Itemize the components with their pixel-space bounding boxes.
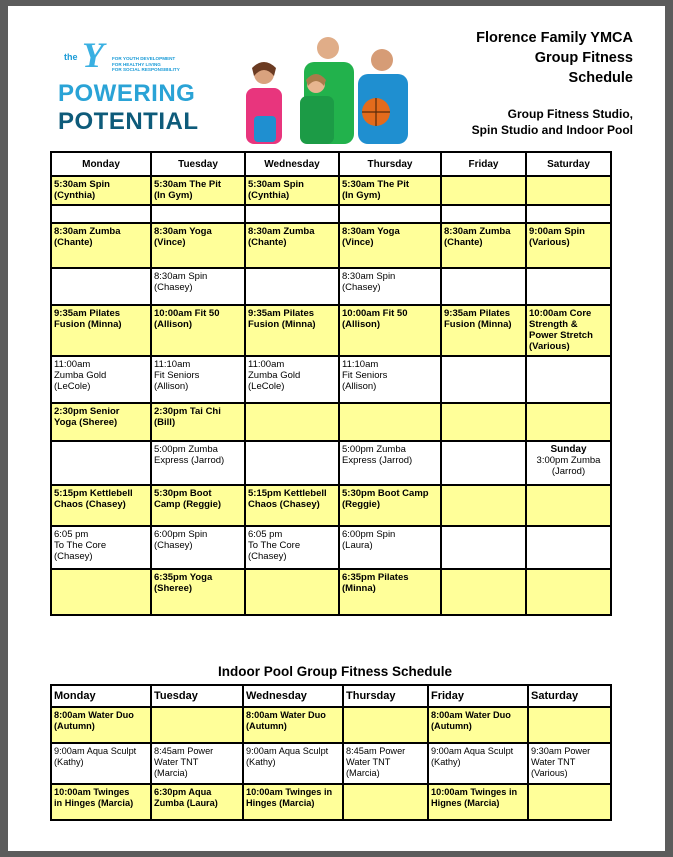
pool-class-cell (343, 707, 428, 743)
gym-class-text: 5:30am The Pit (In Gym) (342, 179, 410, 201)
gym-class-text: 10:00am Core Strength & Power Stretch (Various) (529, 308, 593, 352)
gym-class-cell (51, 205, 151, 223)
gym-class-text: 10:00am Fit 50 (Allison) (342, 308, 408, 330)
powering-text: POWERING (58, 80, 196, 107)
pool-class-cell (343, 743, 428, 784)
pool-class-text: 10:00am Twinges in Hignes (Marcia) (431, 787, 518, 808)
gym-class-text: 5:00pm Zumba Express (Jarrod) (342, 444, 413, 466)
gym-class-cell (339, 223, 441, 268)
gym-class-cell (51, 569, 151, 615)
ymca-logo (56, 32, 236, 142)
pool-day-header: Tuesday (151, 685, 243, 707)
gym-class-cell (51, 305, 151, 356)
pool-class-text: 8:45am Power Water TNT (Marcia) (154, 746, 214, 778)
gym-class-cell (526, 526, 611, 569)
pool-class-text: 9:30am Power Water TNT (Various) (531, 746, 591, 778)
pool-class-cell (51, 784, 151, 820)
gym-class-cell (441, 268, 526, 305)
gym-class-text: 5:15pm Kettlebell Chaos (Chasey) (248, 488, 327, 510)
gym-class-cell (245, 403, 339, 441)
pool-class-text: 8:00am Water Duo (Autumn) (54, 710, 134, 731)
gym-table-row (51, 176, 611, 205)
gym-header-row (51, 152, 611, 176)
gym-day-header: Friday (441, 152, 526, 176)
gym-class-text: 8:30am Zumba (Chante) (444, 226, 511, 248)
gym-class-cell (441, 485, 526, 526)
gym-class-cell (526, 205, 611, 223)
gym-class-text: 8:30am Yoga (Vince) (342, 226, 400, 248)
gym-class-cell (151, 268, 245, 305)
gym-class-text: 6:00pm Spin (Laura) (342, 529, 396, 551)
gym-class-cell (526, 176, 611, 205)
gym-class-text: 5:30am Spin (Cynthia) (54, 179, 110, 201)
gym-class-cell (339, 485, 441, 526)
gym-class-cell (245, 441, 339, 485)
gym-class-text: 8:30am Yoga (Vince) (154, 226, 212, 248)
gym-table-row (51, 305, 611, 356)
gym-class-text: 5:15pm Kettlebell Chaos (Chasey) (54, 488, 133, 510)
gym-class-text: 10:00am Fit 50 (Allison) (154, 308, 220, 330)
pool-class-cell (151, 784, 243, 820)
gym-day-header: Saturday (526, 152, 611, 176)
gym-class-cell (526, 441, 611, 485)
pool-class-text: 8:00am Water Duo (Autumn) (246, 710, 326, 731)
gym-class-cell (151, 403, 245, 441)
gym-class-cell (245, 485, 339, 526)
gym-class-text: 2:30pm Senior Yoga (Sheree) (54, 406, 120, 428)
gym-schedule-table (50, 151, 612, 616)
gym-class-cell (151, 526, 245, 569)
pool-day-header: Monday (51, 685, 151, 707)
gym-table-row (51, 485, 611, 526)
gym-class-text: 9:35am Pilates Fusion (Minna) (248, 308, 316, 330)
pool-class-cell (428, 784, 528, 820)
gym-class-cell (51, 485, 151, 526)
gym-class-cell (526, 268, 611, 305)
gym-class-cell (339, 526, 441, 569)
gym-class-text: 6:35pm Yoga (Sheree) (154, 572, 213, 594)
gym-day-header: Tuesday (151, 152, 245, 176)
gym-class-text: 5:30am Spin (Cynthia) (248, 179, 304, 201)
gym-table-row (51, 441, 611, 485)
pool-class-cell (528, 784, 611, 820)
pool-day-header: Thursday (343, 685, 428, 707)
gym-day-header: Thursday (339, 152, 441, 176)
gym-class-cell (245, 526, 339, 569)
gym-class-cell (441, 569, 526, 615)
pool-class-text: 8:00am Water Duo (Autumn) (431, 710, 511, 731)
logo-the-text: the (64, 52, 78, 62)
potential-text: POTENTIAL (58, 108, 199, 135)
gym-class-cell (339, 205, 441, 223)
gym-class-cell (245, 305, 339, 356)
pool-class-cell (51, 707, 151, 743)
gym-class-cell (151, 569, 245, 615)
pool-class-cell (343, 784, 428, 820)
gym-class-cell (51, 268, 151, 305)
gym-class-cell (526, 569, 611, 615)
pool-table-row (51, 784, 611, 820)
gym-class-text: 8:30am Spin (Chasey) (342, 271, 396, 293)
gym-class-cell (51, 526, 151, 569)
pool-class-cell (151, 707, 243, 743)
family-photo (230, 28, 420, 144)
pool-table-row (51, 707, 611, 743)
gym-class-text: 11:10am Fit Seniors (Allison) (154, 359, 200, 392)
gym-class-cell (339, 569, 441, 615)
pool-class-text: 9:00am Aqua Sculpt (Kathy) (54, 746, 137, 767)
pool-class-text: 8:45am Power Water TNT (Marcia) (346, 746, 406, 778)
gym-class-text: 5:30pm Boot Camp (Reggie) (154, 488, 222, 510)
gym-class-cell (151, 441, 245, 485)
gym-class-text: 9:35am Pilates Fusion (Minna) (54, 308, 122, 330)
pool-day-header: Saturday (528, 685, 611, 707)
gym-class-text: 5:30pm Boot Camp (Reggie) (342, 488, 429, 510)
gym-class-cell (441, 176, 526, 205)
pool-class-text: 6:30pm Aqua Zumba (Laura) (154, 787, 218, 808)
gym-class-cell (151, 356, 245, 403)
gym-class-text: 3:00pm Zumba (Jarrod) (536, 455, 601, 477)
gym-class-cell (526, 403, 611, 441)
gym-class-cell (151, 223, 245, 268)
pool-class-cell (243, 784, 343, 820)
gym-table-row (51, 356, 611, 403)
gym-class-text: 9:35am Pilates Fusion (Minna) (444, 308, 512, 330)
gym-class-cell (151, 176, 245, 205)
gym-class-text: 11:00am Zumba Gold (LeCole) (54, 359, 107, 392)
pool-class-cell (528, 707, 611, 743)
gym-class-cell (245, 268, 339, 305)
gym-class-cell (151, 485, 245, 526)
pool-day-header: Wednesday (243, 685, 343, 707)
gym-class-cell (441, 356, 526, 403)
gym-class-cell (526, 223, 611, 268)
pool-schedule-table (50, 684, 612, 821)
gym-class-text: 6:05 pm To The Core (Chasey) (54, 529, 107, 562)
page-title: Florence Family YMCA Group Fitness Schedule (476, 30, 633, 86)
gym-class-text: 5:00pm Zumba Express (Jarrod) (154, 444, 225, 466)
gym-class-cell (441, 526, 526, 569)
gym-class-text: 6:35pm Pilates (Minna) (342, 572, 409, 594)
gym-class-text: 8:30am Zumba (Chante) (248, 226, 315, 248)
gym-class-cell (441, 223, 526, 268)
gym-class-text: 8:30am Spin (Chasey) (154, 271, 208, 293)
pool-class-text: 9:00am Aqua Sculpt (Kathy) (246, 746, 329, 767)
gym-table-row (51, 205, 611, 223)
gym-class-cell (51, 176, 151, 205)
gym-class-cell (245, 569, 339, 615)
pool-header-row (51, 685, 611, 707)
gym-class-cell (339, 403, 441, 441)
pool-class-cell (528, 743, 611, 784)
gym-class-cell (339, 305, 441, 356)
gym-class-text: 9:00am Spin (Various) (529, 226, 585, 248)
gym-class-cell (339, 441, 441, 485)
gym-class-text: 2:30pm Tai Chi (Bill) (154, 406, 221, 428)
gym-class-cell (51, 403, 151, 441)
gym-class-cell (151, 305, 245, 356)
pool-class-text: 9:00am Aqua Sculpt (Kathy) (431, 746, 514, 767)
gym-class-cell (441, 305, 526, 356)
pool-class-cell (151, 743, 243, 784)
gym-class-cell (51, 223, 151, 268)
gym-class-cell (339, 268, 441, 305)
gym-class-cell (245, 176, 339, 205)
gym-class-cell (245, 356, 339, 403)
y-logo-icon: Y (82, 35, 104, 75)
pool-class-text: 10:00am Twinges in Hinges (Marcia) (246, 787, 333, 808)
gym-table-row (51, 403, 611, 441)
gym-table-row (51, 526, 611, 569)
pool-class-cell (243, 707, 343, 743)
pool-class-cell (243, 743, 343, 784)
gym-class-text: 6:05 pm To The Core (Chasey) (248, 529, 301, 562)
schedule-page (8, 6, 665, 851)
gym-class-cell (526, 356, 611, 403)
gym-class-text: 11:00am Zumba Gold (LeCole) (248, 359, 301, 392)
gym-day-header: Monday (51, 152, 151, 176)
gym-class-cell (51, 441, 151, 485)
gym-table-row (51, 268, 611, 305)
pool-class-cell (51, 743, 151, 784)
gym-class-cell (339, 176, 441, 205)
gym-class-cell (245, 205, 339, 223)
pool-table-row (51, 743, 611, 784)
sunday-label: Sunday (550, 444, 587, 455)
logo-tagline: FOR YOUTH DEVELOPMENT FOR HEALTHY LIVING FOR SOCIAL RESPONSIBILITY (112, 56, 180, 72)
gym-table-row (51, 569, 611, 615)
pool-class-text: 10:00am Twinges in Hinges (Marcia) (54, 787, 134, 808)
gym-class-cell (526, 485, 611, 526)
gym-table-row (51, 223, 611, 268)
gym-class-text: 8:30am Zumba (Chante) (54, 226, 121, 248)
gym-class-cell (245, 223, 339, 268)
gym-class-text: 5:30am The Pit (In Gym) (154, 179, 222, 201)
gym-class-cell (441, 205, 526, 223)
gym-class-cell (526, 305, 611, 356)
gym-class-cell (151, 205, 245, 223)
gym-class-cell (441, 441, 526, 485)
gym-day-header: Wednesday (245, 152, 339, 176)
gym-class-cell (339, 356, 441, 403)
gym-class-text: 6:00pm Spin (Chasey) (154, 529, 208, 551)
gym-class-cell (441, 403, 526, 441)
pool-day-header: Friday (428, 685, 528, 707)
page-subtitle: Group Fitness Studio, Spin Studio and Indoor Pool (471, 107, 633, 137)
pool-class-cell (428, 707, 528, 743)
pool-schedule-title: Indoor Pool Group Fitness Schedule (217, 664, 452, 679)
gym-class-text: 11:10am Fit Seniors (Allison) (342, 359, 388, 392)
pool-class-cell (428, 743, 528, 784)
gym-class-cell (51, 356, 151, 403)
